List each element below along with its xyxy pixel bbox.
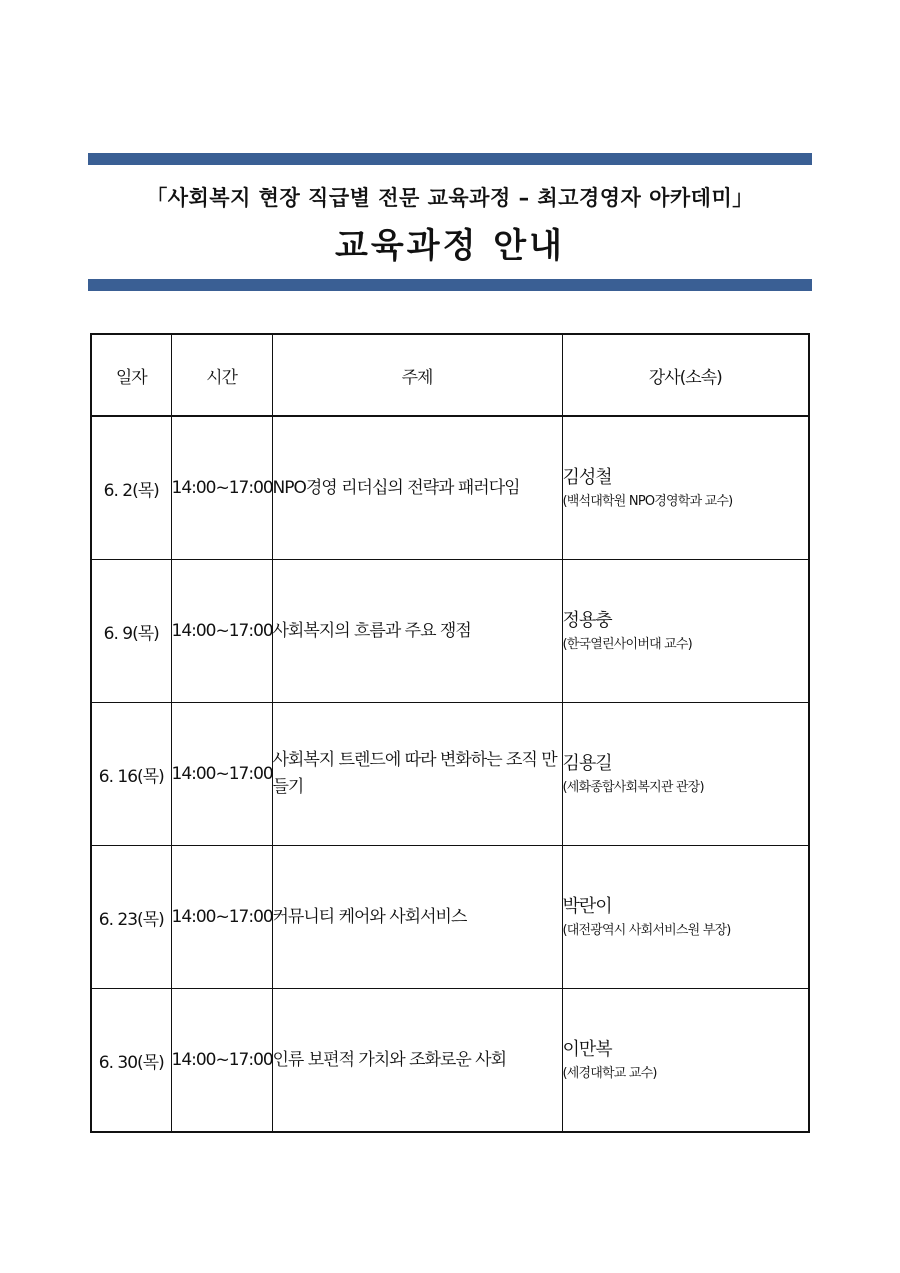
- session-topic: 사회복지 트렌드에 따라 변화하는 조직 만들기: [272, 703, 562, 846]
- table-row: [91, 703, 809, 846]
- session-lecturer: [562, 416, 809, 560]
- lecturer-affiliation: (한국열린사이버대 교수): [562, 637, 692, 652]
- lecturer-affiliation: (세경대학교 교수): [562, 1066, 657, 1081]
- lecturer-name: 김용길: [562, 753, 612, 774]
- column-header-time: 시간: [171, 334, 272, 416]
- session-date: 6. 2(목): [91, 416, 171, 560]
- session-time: 14:00~17:00: [171, 560, 272, 703]
- session-time: 14:00~17:00: [171, 846, 272, 989]
- session-date: 6. 16(목): [91, 703, 171, 846]
- column-header-date: 일자: [91, 334, 171, 416]
- header-bottom-rule: [88, 279, 812, 291]
- session-time: 14:00~17:00: [171, 703, 272, 846]
- session-date: 6. 30(목): [91, 989, 171, 1133]
- session-time: 14:00~17:00: [171, 416, 272, 560]
- lecturer-affiliation: (세화종합사회복지관 관장): [562, 780, 704, 795]
- session-topic: 사회복지의 흐름과 주요 쟁점: [272, 560, 562, 703]
- lecturer-name: 박란이: [562, 896, 612, 917]
- lecturer-affiliation: (대전광역시 사회서비스원 부장): [562, 923, 731, 938]
- lecturer-name: 정용충: [562, 610, 612, 631]
- session-topic: 인류 보편적 가치와 조화로운 사회: [272, 989, 562, 1133]
- session-time: 14:00~17:00: [171, 989, 272, 1133]
- session-lecturer: [562, 846, 809, 989]
- table-row: [91, 846, 809, 989]
- page-title: 교육과정 안내: [335, 226, 565, 266]
- program-subtitle: 「사회복지 현장 직급별 전문 교육과정 – 최고경영자 아카데미」: [146, 186, 754, 210]
- table-row: [91, 416, 809, 560]
- session-lecturer: [562, 989, 809, 1133]
- lecturer-name: 이만복: [562, 1039, 612, 1060]
- session-date: 6. 23(목): [91, 846, 171, 989]
- column-header-lecturer: 강사(소속): [562, 334, 809, 416]
- session-topic: NPO경영 리더십의 전략과 패러다임: [272, 416, 562, 560]
- session-lecturer: [562, 560, 809, 703]
- lecturer-affiliation: (백석대학원 NPO경영학과 교수): [562, 494, 733, 509]
- session-topic: 커뮤니티 케어와 사회서비스: [272, 846, 562, 989]
- schedule-table: [90, 333, 810, 1133]
- session-date: 6. 9(목): [91, 560, 171, 703]
- table-header-row: [91, 334, 809, 416]
- lecturer-name: 김성철: [562, 467, 612, 488]
- table-row: [91, 560, 809, 703]
- session-lecturer: [562, 703, 809, 846]
- table-row: [91, 989, 809, 1133]
- column-header-topic: 주제: [272, 334, 562, 416]
- header-top-rule: [88, 153, 812, 165]
